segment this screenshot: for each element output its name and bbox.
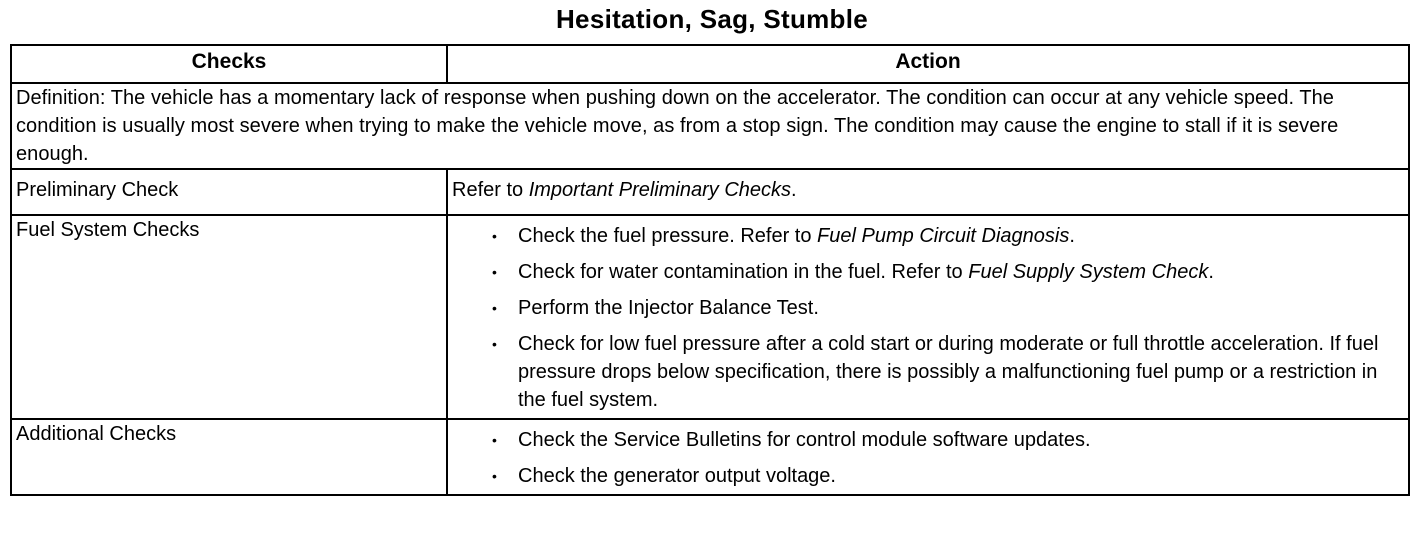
reference-link: Fuel Pump Circuit Diagnosis: [817, 225, 1070, 247]
table-row: [11, 169, 1409, 215]
check-label: Fuel System Checks: [11, 215, 447, 419]
list-item: [492, 252, 1404, 288]
reference-link: Important Preliminary Checks: [528, 179, 792, 201]
bullet-icon: •: [492, 264, 497, 280]
column-header-checks: Checks: [11, 45, 447, 83]
item-text: Perform the Injector Balance Test.: [518, 297, 819, 319]
bullet-icon: •: [492, 432, 497, 448]
action-text: Refer to: [452, 179, 529, 201]
reference-link: Fuel Supply System Check: [968, 261, 1209, 283]
bullet-icon: •: [492, 300, 497, 316]
page-title: Hesitation, Sag, Stumble: [555, 4, 869, 34]
diagnostic-table: [10, 44, 1410, 496]
list-item: [492, 288, 1404, 324]
action-list: [448, 216, 1408, 418]
item-text: Check the generator output voltage.: [518, 465, 836, 487]
action-cell: [447, 169, 1409, 215]
check-label: Preliminary Check: [11, 169, 447, 215]
item-text: Check for water contamination in the fuel. Refer to: [518, 261, 969, 283]
bullet-icon: •: [492, 336, 497, 352]
action-text-suffix: .: [791, 179, 797, 201]
action-cell: [447, 215, 1409, 419]
action-list: [448, 420, 1408, 494]
item-text: Check the Service Bulletins for control module software updates.: [518, 429, 1091, 451]
list-item: [492, 324, 1404, 418]
definition-text: Definition: The vehicle has a momentary lack of response when pushing down on the accelerator. The condition can occur at any vehicle speed. The condition is usually most severe when trying to make the vehicle move, as from a stop sign. The condition may cause the engine to stall if it is severe enough.: [11, 83, 1409, 169]
table-row: [11, 215, 1409, 419]
item-suffix: .: [1208, 261, 1214, 283]
definition-row: [11, 83, 1409, 169]
bullet-icon: •: [492, 468, 497, 484]
table-header-row: [11, 45, 1409, 83]
item-text: Check the fuel pressure. Refer to: [518, 225, 818, 247]
check-label: Additional Checks: [11, 419, 447, 495]
action-cell: [447, 419, 1409, 495]
bullet-icon: •: [492, 228, 497, 244]
table-row: [11, 419, 1409, 495]
item-text: Check for low fuel pressure after a cold start or during moderate or full throttle acceleration. If fuel pressure drops below specification, there is possibly a malfunctioning fuel pump or a restriction in the fuel system.: [518, 333, 1379, 411]
list-item: [492, 216, 1404, 252]
column-header-action: Action: [447, 45, 1409, 83]
list-item: [492, 456, 1404, 494]
item-suffix: .: [1069, 225, 1075, 247]
list-item: [492, 420, 1404, 456]
